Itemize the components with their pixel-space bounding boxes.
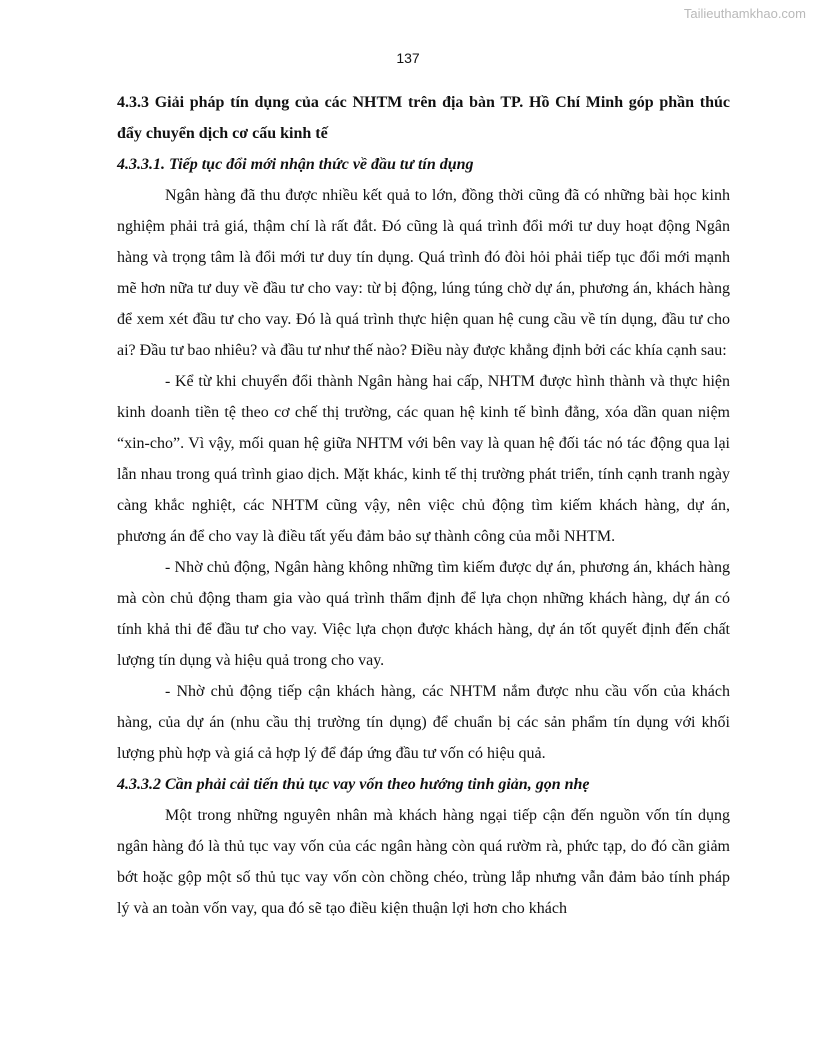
subsection-title-4-3-3-2: 4.3.3.2 Cần phải cải tiến thủ tục vay vốn theo hướng tinh giản, gọn nhẹ — [117, 776, 590, 793]
paragraph: Ngân hàng đã thu được nhiều kết quả to lớn, đồng thời cũng đã có những bài học kinh nghiệm phải trả giá, thậm chí là rất đắt. Đó cũng là quá trình đổi mới tư duy hoạt động Ngân hàng và trọng tâm là đổi mới tư duy tín dụng. Quá trình đó đòi hỏi phải tiếp tục đổi mới mạnh mẽ hơn nữa tư duy về đầu tư cho vay: từ bị động, lúng túng chờ dự án, phương án, khách hàng để xem xét đầu tư cho vay. Đó là quá trình thực hiện quan hệ cung cầu về tín dụng, đầu tư cho ai? Đầu tư bao nhiêu? và đầu tư như thế nào? Điều này được khẳng định bởi các khía cạnh sau: — [117, 187, 730, 359]
paragraph: - Kể từ khi chuyển đổi thành Ngân hàng hai cấp, NHTM được hình thành và thực hiện kinh doanh tiền tệ theo cơ chế thị trường, các quan hệ kinh tế bình đẳng, xóa dần quan niệm “xin-cho”. Vì vậy, mối quan hệ giữa NHTM với bên vay là quan hệ đối tác nó tác động qua lại lẫn nhau trong quá trình giao dịch. Mặt khác, kinh tế thị trường phát triển, tính cạnh tranh ngày càng khắc nghiệt, các NHTM cũng vậy, nên việc chủ động tìm kiếm khách hàng, dự án, phương án để cho vay là điều tất yếu đảm bảo sự thành công của mỗi NHTM. — [117, 373, 730, 545]
section-heading: 4.3.3 Giải pháp tín dụng của các NHTM trên địa bàn TP. Hồ Chí Minh góp phần thúc đẩy chuyển dịch cơ cấu kinh tế — [117, 94, 730, 142]
paragraph: - Nhờ chủ động, Ngân hàng không những tìm kiếm được dự án, phương án, khách hàng mà còn chủ động tham gia vào quá trình thẩm định để lựa chọn những khách hàng, dự án có tính khả thi để đầu tư cho vay. Việc lựa chọn được khách hàng, dự án tốt quyết định đến chất lượng tín dụng và hiệu quả trong cho vay. — [117, 559, 730, 669]
paragraph: Một trong những nguyên nhân mà khách hàng ngại tiếp cận đến nguồn vốn tín dụng ngân hàng đó là thủ tục vay vốn của các ngân hàng còn quá rườm rà, phức tạp, do đó cần giảm bớt hoặc gộp một số thủ tục vay vốn còn chồng chéo, trùng lắp nhưng vẫn đảm bảo tính pháp lý và an toàn vốn vay, qua đó sẽ tạo điều kiện thuận lợi hơn cho khách — [117, 807, 730, 917]
watermark: Tailieuthamkhao.com — [683, 6, 806, 21]
paragraph: - Nhờ chủ động tiếp cận khách hàng, các NHTM nắm được nhu cầu vốn của khách hàng, của dự án (nhu cầu thị trường tín dụng) để chuẩn bị các sản phẩm tín dụng với khối lượng phù hợp và giá cả hợp lý để đáp ứng đầu tư vốn có hiệu quả. — [117, 683, 730, 762]
page-number: 137 — [396, 50, 420, 66]
page-content — [117, 87, 730, 924]
subsection-title-4-3-3-1: 4.3.3.1. Tiếp tục đổi mới nhận thức về đầu tư tín dụng — [117, 156, 474, 173]
